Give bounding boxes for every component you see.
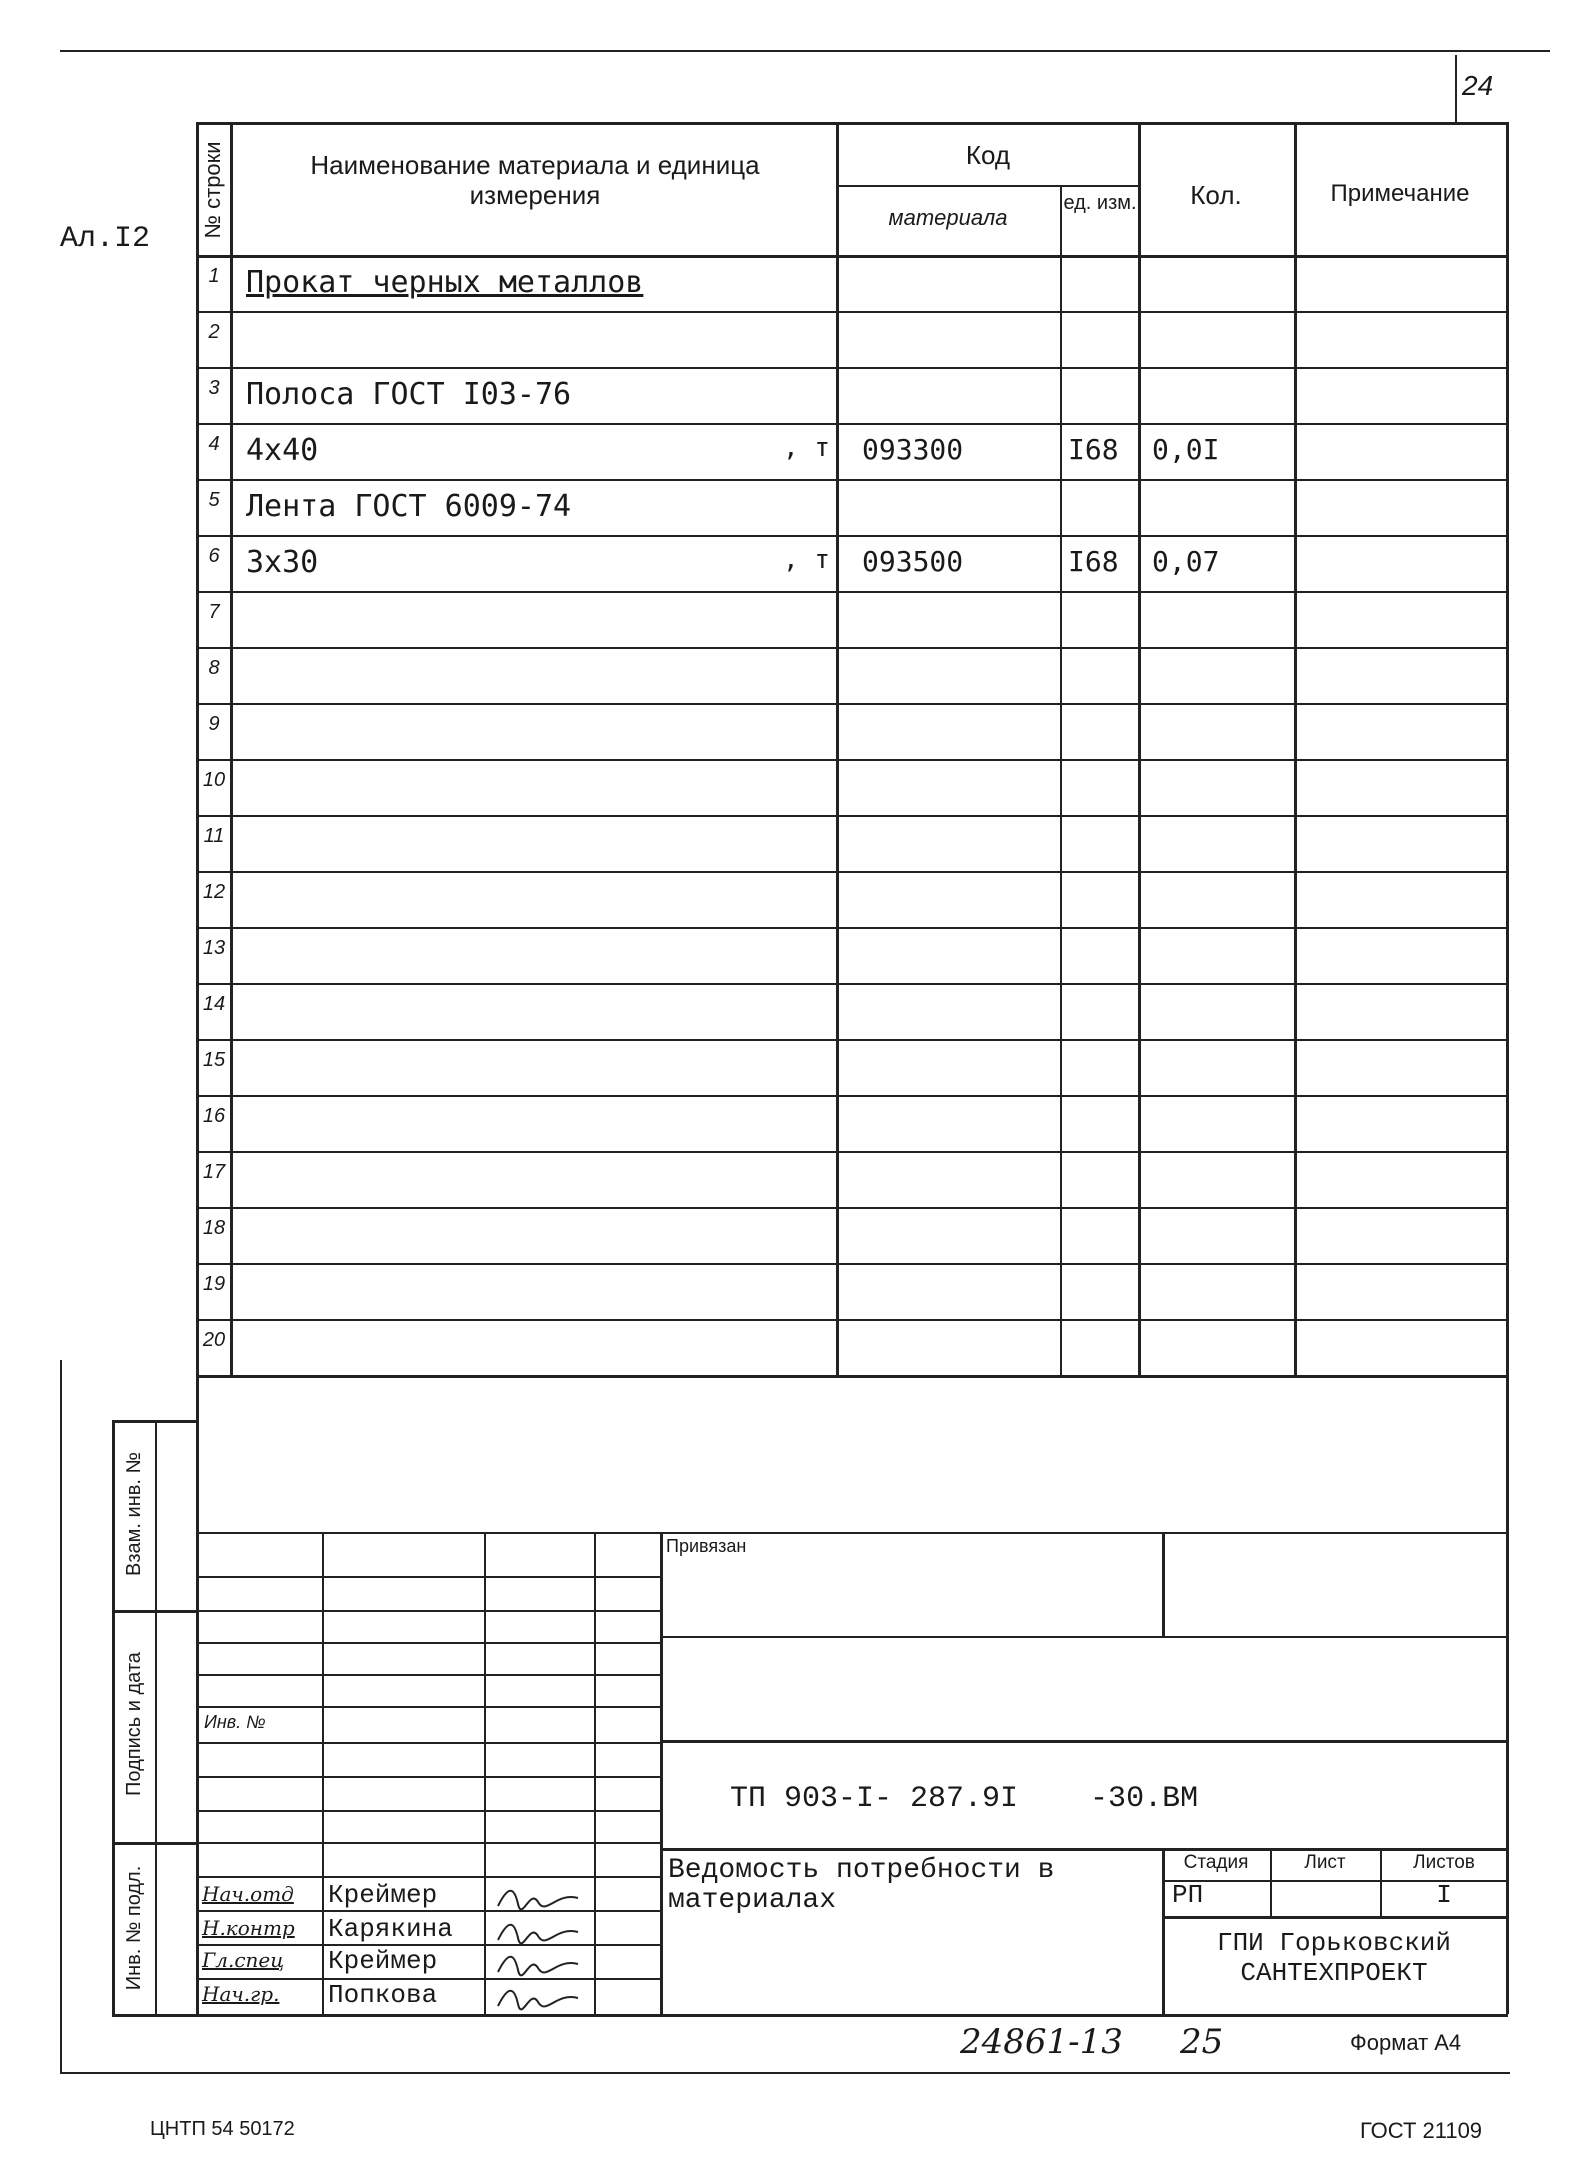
row-number: 5 [208,489,220,511]
row-number: 3 [208,377,220,399]
signature-role: Нач.отд [202,1882,294,1906]
header-qty: Кол. [1190,180,1242,210]
signature-role: Гл.спец [202,1948,285,1972]
signature-row [0,1880,700,1914]
header-code-unit: ед. изм. [1063,192,1137,214]
material-name: Лента ГОСТ 6009-74 [246,489,572,524]
row-number: 6 [208,545,220,567]
material-name: Прокат черных металлов [246,265,644,300]
handwritten-signature [494,1916,584,1950]
row-number: 7 [208,601,220,623]
row-number: 20 [202,1329,226,1351]
table-row [0,1263,1576,1319]
row-number: 13 [202,937,226,959]
material-name: 3x30 [246,545,319,580]
row-number: 15 [202,1049,226,1071]
document-title: Ведомость потребности в материалах [668,1855,1055,1916]
material-code: 093300 [862,433,964,466]
quantity: 0,0I [1152,433,1220,466]
table-row [0,1039,1576,1095]
row-number: 9 [208,713,220,735]
handwritten-signature [494,1882,584,1916]
table-row [0,703,1576,759]
table-row [0,1151,1576,1207]
table-row [0,1207,1576,1263]
left-code: ЦНТП 54 50172 [150,2118,295,2140]
table-row [0,815,1576,871]
unit-code: I68 [1068,433,1119,466]
page-footer-number: 25 [1180,2022,1224,2062]
signature-role: Нач.гр. [202,1982,280,2006]
header-row-no: № строки [200,141,225,239]
document-designation: ТП 903-I- 287.9I -30.ВМ [730,1782,1199,1816]
row-number: 2 [208,321,220,343]
sheet-label: Лист [1304,1852,1346,1873]
material-code: 093500 [862,545,964,578]
signature-name: Карякина [328,1914,453,1944]
handwritten-signature [494,1982,584,2016]
table-row [0,927,1576,983]
row-number: 19 [202,1273,226,1295]
table-row [0,1319,1576,1375]
header-note: Примечание [1330,180,1470,207]
row-number: 17 [202,1161,226,1183]
table-row [0,479,1576,535]
inv-no-label: Инв. № [204,1712,266,1732]
row-number: 16 [202,1105,226,1127]
signature-row [0,1980,700,2014]
signature-name: Креймер [328,1880,438,1910]
sheets-label: Листов [1413,1852,1475,1873]
table-row [0,1095,1576,1151]
album-label: Ал.I2 [60,222,151,256]
sheets-value: I [1436,1880,1452,1910]
row-number: 14 [202,993,226,1015]
table-row [0,871,1576,927]
privyazan-label: Привязан [666,1536,747,1556]
header-code: Код [965,140,1011,170]
material-name: Полоса ГОСТ I03-76 [246,377,572,412]
table-row [0,423,1576,479]
signature-role: Н.контр [202,1916,295,1940]
row-number: 4 [208,433,220,455]
table-row [0,759,1576,815]
format-label: Формат А4 [1350,2030,1462,2055]
row-number: 8 [208,657,220,679]
row-number: 12 [202,881,226,903]
row-number: 10 [202,769,226,791]
table-row [0,535,1576,591]
header-code-material: материала [888,205,1008,230]
stage-value: РП [1172,1880,1204,1910]
handwritten-signature [494,1948,584,1982]
signature-row [0,1914,700,1948]
signature-name: Попкова [328,1980,438,2010]
archive-number: 24861-13 [960,2022,1123,2062]
signature-row [0,1946,700,1980]
row-number: 11 [203,825,225,847]
table-row [0,367,1576,423]
gost-label: ГОСТ 21109 [1360,2118,1483,2143]
quantity: 0,07 [1152,545,1220,578]
material-unit: , т [783,433,830,463]
header-name: Наименование материала и единица измерения [310,150,760,210]
table-row [0,311,1576,367]
side-label-vzam: Взам. инв. № [123,1452,145,1576]
unit-code: I68 [1068,545,1119,578]
material-unit: , т [783,545,830,575]
side-label-podpis: Подпись и дата [123,1652,145,1796]
material-name: 4x40 [246,433,319,468]
row-number: 1 [208,265,220,287]
stage-label: Стадия [1183,1852,1249,1873]
row-number: 18 [202,1217,226,1239]
signature-name: Креймер [328,1946,438,1976]
side-label-inv-podl: Инв. № подл. [123,1865,145,1991]
table-row [0,983,1576,1039]
organization: ГПИ Горьковский САНТЕХПРОЕКТ [1216,1928,1452,1988]
page-number: 24 [1462,70,1494,101]
table-row [0,591,1576,647]
table-row [0,255,1576,311]
table-row [0,647,1576,703]
